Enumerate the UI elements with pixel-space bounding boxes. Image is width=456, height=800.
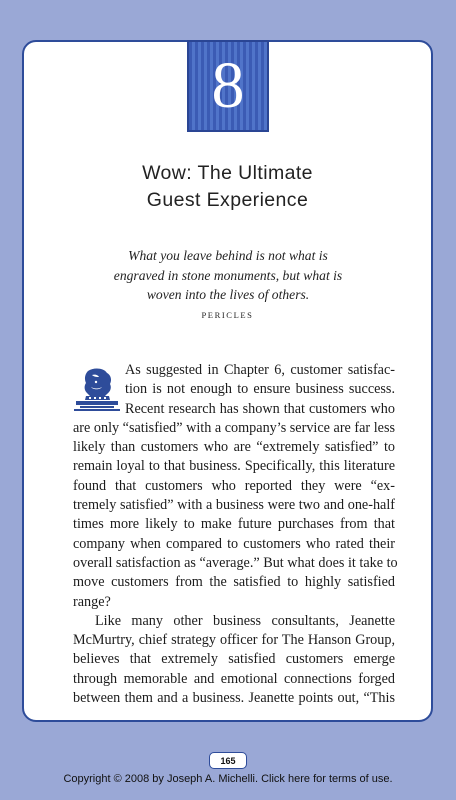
- body-line: likely than customers who are “extremely satisfied” to: [73, 439, 395, 456]
- chapter-number-box: [187, 40, 269, 132]
- epigraph-line: What you leave behind is not what is: [128, 248, 328, 263]
- body-line: range?: [73, 593, 111, 610]
- body-line: remain loyal to that business. Specifically, this literature: [73, 458, 395, 475]
- body-line: between them and a business. Jeanette points out, “This: [73, 690, 395, 707]
- body-line: McMurtry, chief strategy officer for The Hanson Group,: [73, 632, 395, 649]
- page-number: 165: [209, 752, 247, 769]
- body-line: are only “satisfied” with a company’s service are far less: [73, 419, 395, 436]
- epigraph-line: engraved in stone monuments, but what is: [113, 267, 343, 283]
- body-line: found that customers who reported they were “ex-: [73, 477, 395, 494]
- body-line: overall satisfaction as “average.” But what does it take to: [73, 554, 398, 571]
- body-text: [73, 361, 398, 708]
- chapter-title-line-2: Guest Experience: [146, 189, 309, 211]
- body-line: company when compared to customers who rated their: [73, 535, 395, 552]
- chapter-title-line-1: Wow: The Ultimate: [142, 162, 313, 184]
- body-line: move customers from the satisfied to highly satisfied: [73, 574, 395, 591]
- body-line: As suggested in Chapter 6, customer satisfac-: [125, 362, 395, 378]
- epigraph-line: woven into the lives of others.: [146, 287, 310, 302]
- chapter-number: 8: [211, 49, 245, 122]
- body-line: times more likely to make future purchases from that: [73, 516, 395, 533]
- body-line: Recent research has shown that customers who: [125, 400, 395, 417]
- chapter-title: [22, 160, 433, 214]
- epigraph-attribution: PERICLES: [201, 310, 254, 320]
- body-line: believes that extremely satisfied customers emerge: [73, 651, 395, 668]
- copyright-link[interactable]: Copyright © 2008 by Joseph A. Michelli. Click here for terms of use.: [63, 773, 393, 785]
- body-line: through memorable and emotional connections forged: [73, 670, 395, 687]
- body-line: Like many other business consultants, Jeanette: [95, 612, 395, 629]
- epigraph: [60, 246, 396, 305]
- body-line: tion is not enough to ensure business success.: [125, 381, 395, 398]
- body-line: tremely satisfied” with a business were two and one-half: [73, 497, 395, 514]
